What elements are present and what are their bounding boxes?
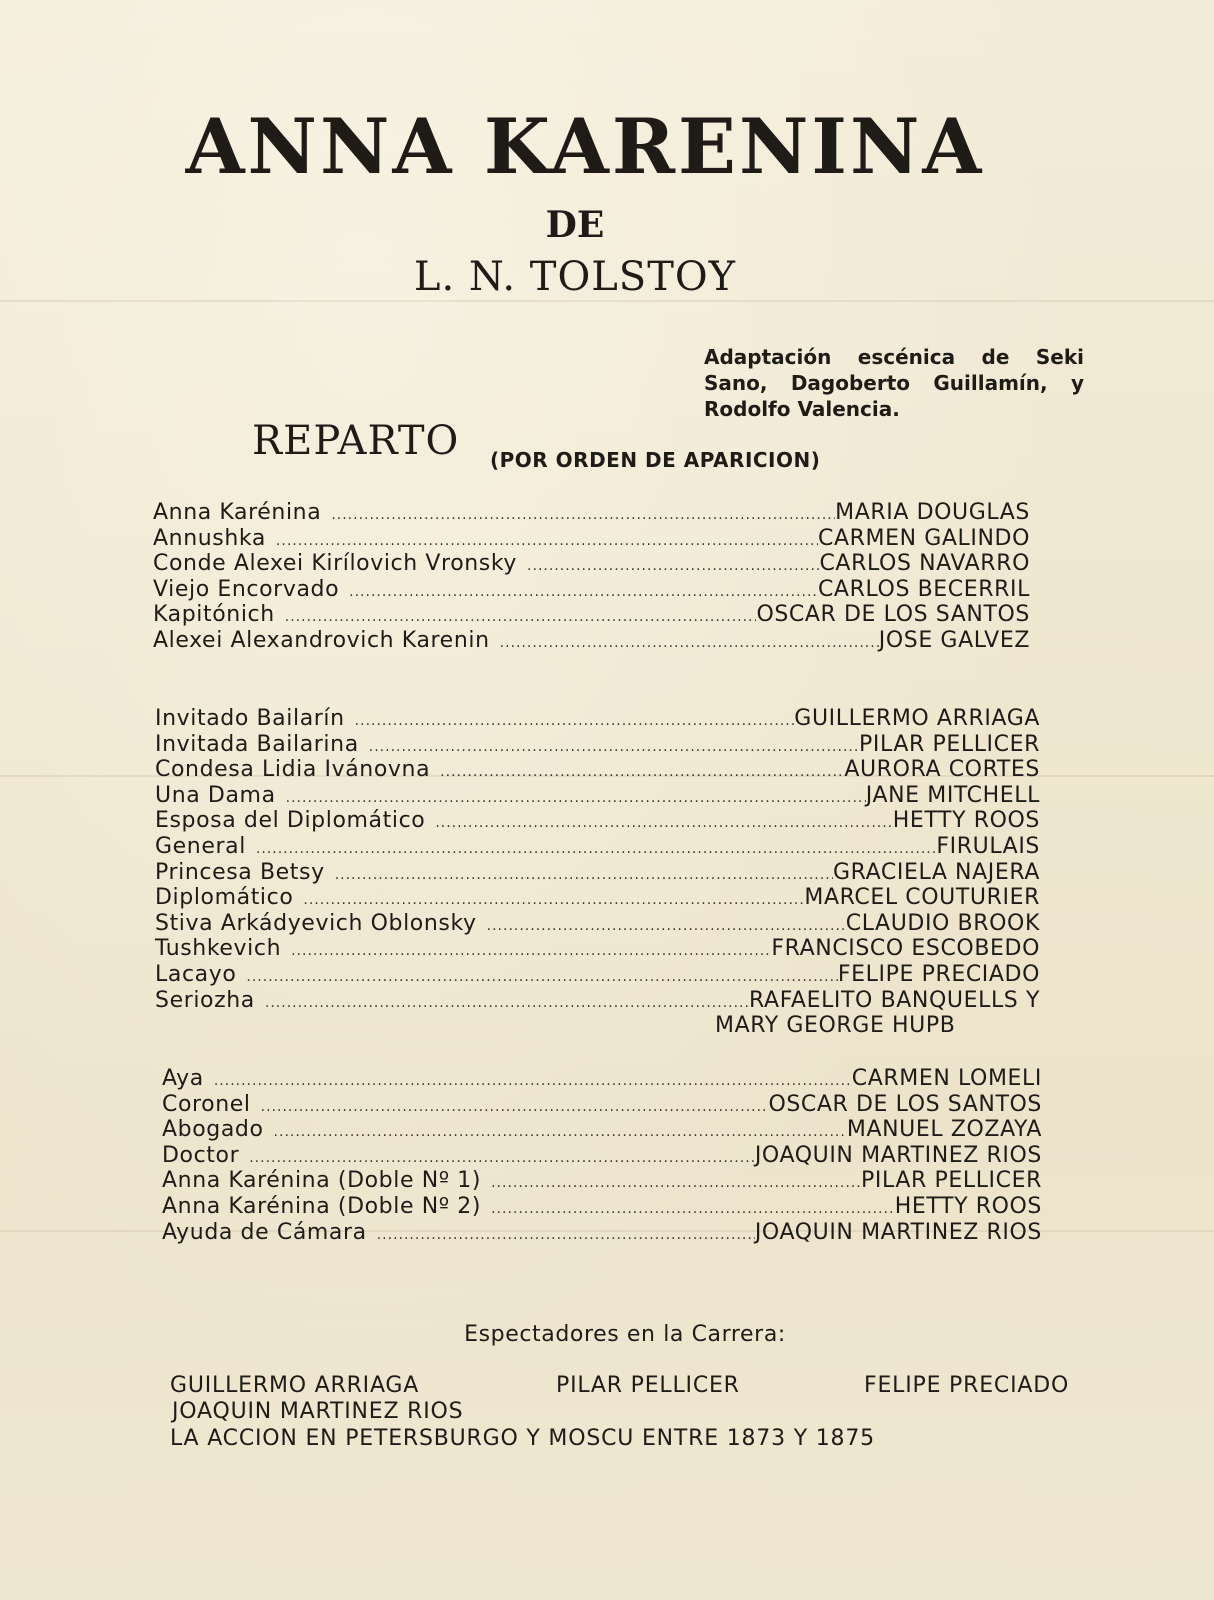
spectator-name: FELIPE PRECIADO (864, 1373, 1070, 1398)
cast-actor: CARMEN LOMELI (851, 1066, 1042, 1091)
cast-role: Invitada Bailarina (155, 731, 359, 757)
dot-leader (265, 991, 749, 1017)
cast-role: Viejo Encorvado (153, 576, 340, 602)
dot-leader (377, 1223, 755, 1249)
cast-role: Una Dama (155, 782, 276, 808)
cast-actor: CLAUDIO BROOK (845, 910, 1040, 936)
dot-leader (331, 503, 835, 529)
cast-list-group-1 (153, 500, 1030, 654)
cast-actor: CARMEN GALINDO (818, 525, 1030, 551)
cast-actor: JOAQUIN MARTINEZ RIOS (754, 1142, 1042, 1168)
cast-role: Anna Karénina (Doble Nº 1) (162, 1168, 482, 1194)
spectator-name: PILAR PELLICER (556, 1373, 740, 1398)
cast-actor: CARLOS BECERRIL (817, 576, 1030, 602)
cast-actor: PILAR PELLICER (859, 731, 1040, 757)
play-title: ANNA KARENINA (185, 102, 985, 191)
cast-actor: GRACIELA NAJERA (833, 859, 1040, 885)
cast-row (153, 577, 1030, 603)
dot-leader (349, 580, 818, 606)
dot-leader (335, 863, 833, 889)
cast-role: Anna Karénina (Doble Nº 2) (162, 1193, 482, 1219)
cast-actor: FIRULAIS (936, 833, 1040, 859)
cast-row (153, 526, 1030, 552)
cast-row (162, 1194, 1042, 1220)
cast-actor: CARLOS NAVARRO (819, 551, 1030, 577)
cast-row (155, 732, 1040, 758)
cast-actor: GUILLERMO ARRIAGA (794, 706, 1040, 731)
dot-leader (491, 1171, 861, 1197)
cast-row (155, 885, 1040, 911)
cast-row (153, 602, 1030, 628)
dot-leader (355, 709, 795, 735)
by-label: DE (545, 204, 605, 246)
cast-actor: RAFAELITO BANQUELLS Y (749, 987, 1040, 1013)
cast-row (155, 757, 1040, 783)
adaptation-credit: Adaptación escénica de Seki Sano, Dagoberto Guillamín, y Rodolfo Valencia. (704, 345, 1084, 421)
cast-row (162, 1168, 1042, 1194)
cast-row (155, 936, 1040, 962)
cast-row (155, 706, 1040, 732)
cast-role: Invitado Bailarín (155, 706, 345, 731)
cast-row (162, 1117, 1042, 1143)
cast-actor-continuation: MARY GEORGE HUPB (715, 1013, 956, 1038)
cast-role: Annushka (153, 525, 266, 551)
cast-role: Condesa Lidia Ivánovna (155, 757, 431, 783)
dot-leader (435, 811, 892, 837)
author-name: L. N. TOLSTOY (413, 254, 737, 300)
cast-row (153, 500, 1030, 526)
cast-row (162, 1066, 1042, 1092)
setting-note: LA ACCION EN PETERSBURGO Y MOSCU ENTRE 1873 Y 1875 (170, 1426, 875, 1451)
cast-role: Anna Karénina (153, 500, 322, 525)
dot-leader (527, 554, 819, 580)
cast-role: Princesa Betsy (155, 859, 325, 885)
cast-order-note: (POR ORDEN DE APARICION) (490, 448, 821, 472)
cast-row (153, 551, 1030, 577)
cast-row (162, 1092, 1042, 1118)
cast-row (155, 962, 1040, 988)
cast-row (153, 628, 1030, 654)
paper-fold (0, 300, 1214, 302)
cast-actor: OSCAR DE LOS SANTOS (768, 1091, 1042, 1117)
cast-role: Doctor (162, 1142, 240, 1168)
cast-heading: REPARTO (252, 418, 460, 464)
cast-actor: MANUEL ZOZAYA (846, 1117, 1042, 1143)
cast-actor: HETTY ROOS (894, 1193, 1042, 1219)
dot-leader (214, 1069, 852, 1095)
cast-role: General (155, 833, 246, 859)
spectator-name: GUILLERMO ARRIAGA (170, 1373, 420, 1398)
cast-role: Alexei Alexandrovich Karenin (153, 627, 490, 653)
dot-leader (369, 735, 859, 761)
cast-actor: OSCAR DE LOS SANTOS (756, 602, 1030, 628)
cast-row (155, 808, 1040, 834)
cast-row (155, 834, 1040, 860)
cast-actor: MARCEL COUTURIER (804, 885, 1040, 911)
cast-row (155, 860, 1040, 886)
cast-row (162, 1143, 1042, 1169)
cast-role: Tushkevich (155, 936, 282, 962)
cast-row (162, 1220, 1042, 1246)
dot-leader (291, 939, 771, 965)
cast-actor: MARIA DOUGLAS (835, 500, 1030, 525)
cast-actor: JANE MITCHELL (865, 782, 1040, 808)
cast-actor: AURORA CORTES (844, 757, 1040, 783)
cast-actor: FRANCISCO ESCOBEDO (771, 936, 1040, 962)
cast-row (155, 783, 1040, 809)
cast-role: Lacayo (155, 961, 237, 987)
cast-row (155, 911, 1040, 937)
cast-actor: JOAQUIN MARTINEZ RIOS (754, 1219, 1042, 1245)
cast-role: Conde Alexei Kirílovich Vronsky (153, 551, 518, 577)
cast-list-group-3 (162, 1066, 1042, 1245)
spectators-heading: Espectadores en la Carrera: (464, 1322, 786, 1347)
cast-role: Kapitónich (153, 602, 275, 628)
cast-row (155, 988, 1040, 1014)
cast-role: Esposa del Diplomático (155, 808, 426, 834)
cast-list-group-2 (155, 706, 1040, 1013)
dot-leader (261, 1095, 769, 1121)
cast-actor: FELIPE PRECIADO (837, 961, 1040, 987)
spectator-name: JOAQUIN MARTINEZ RIOS (172, 1399, 464, 1424)
cast-role: Ayuda de Cámara (162, 1219, 367, 1245)
cast-role: Diplomático (155, 885, 294, 911)
cast-actor: JOSE GALVEZ (878, 627, 1030, 653)
cast-role: Coronel (162, 1091, 251, 1117)
cast-role: Aya (162, 1066, 204, 1091)
dot-leader (500, 631, 879, 657)
cast-role: Stiva Arkádyevich Oblonsky (155, 910, 477, 936)
cast-actor: PILAR PELLICER (861, 1168, 1042, 1194)
cast-actor: HETTY ROOS (892, 808, 1040, 834)
cast-role: Abogado (162, 1117, 264, 1143)
cast-role: Seriozha (155, 987, 255, 1013)
dot-leader (440, 760, 844, 786)
